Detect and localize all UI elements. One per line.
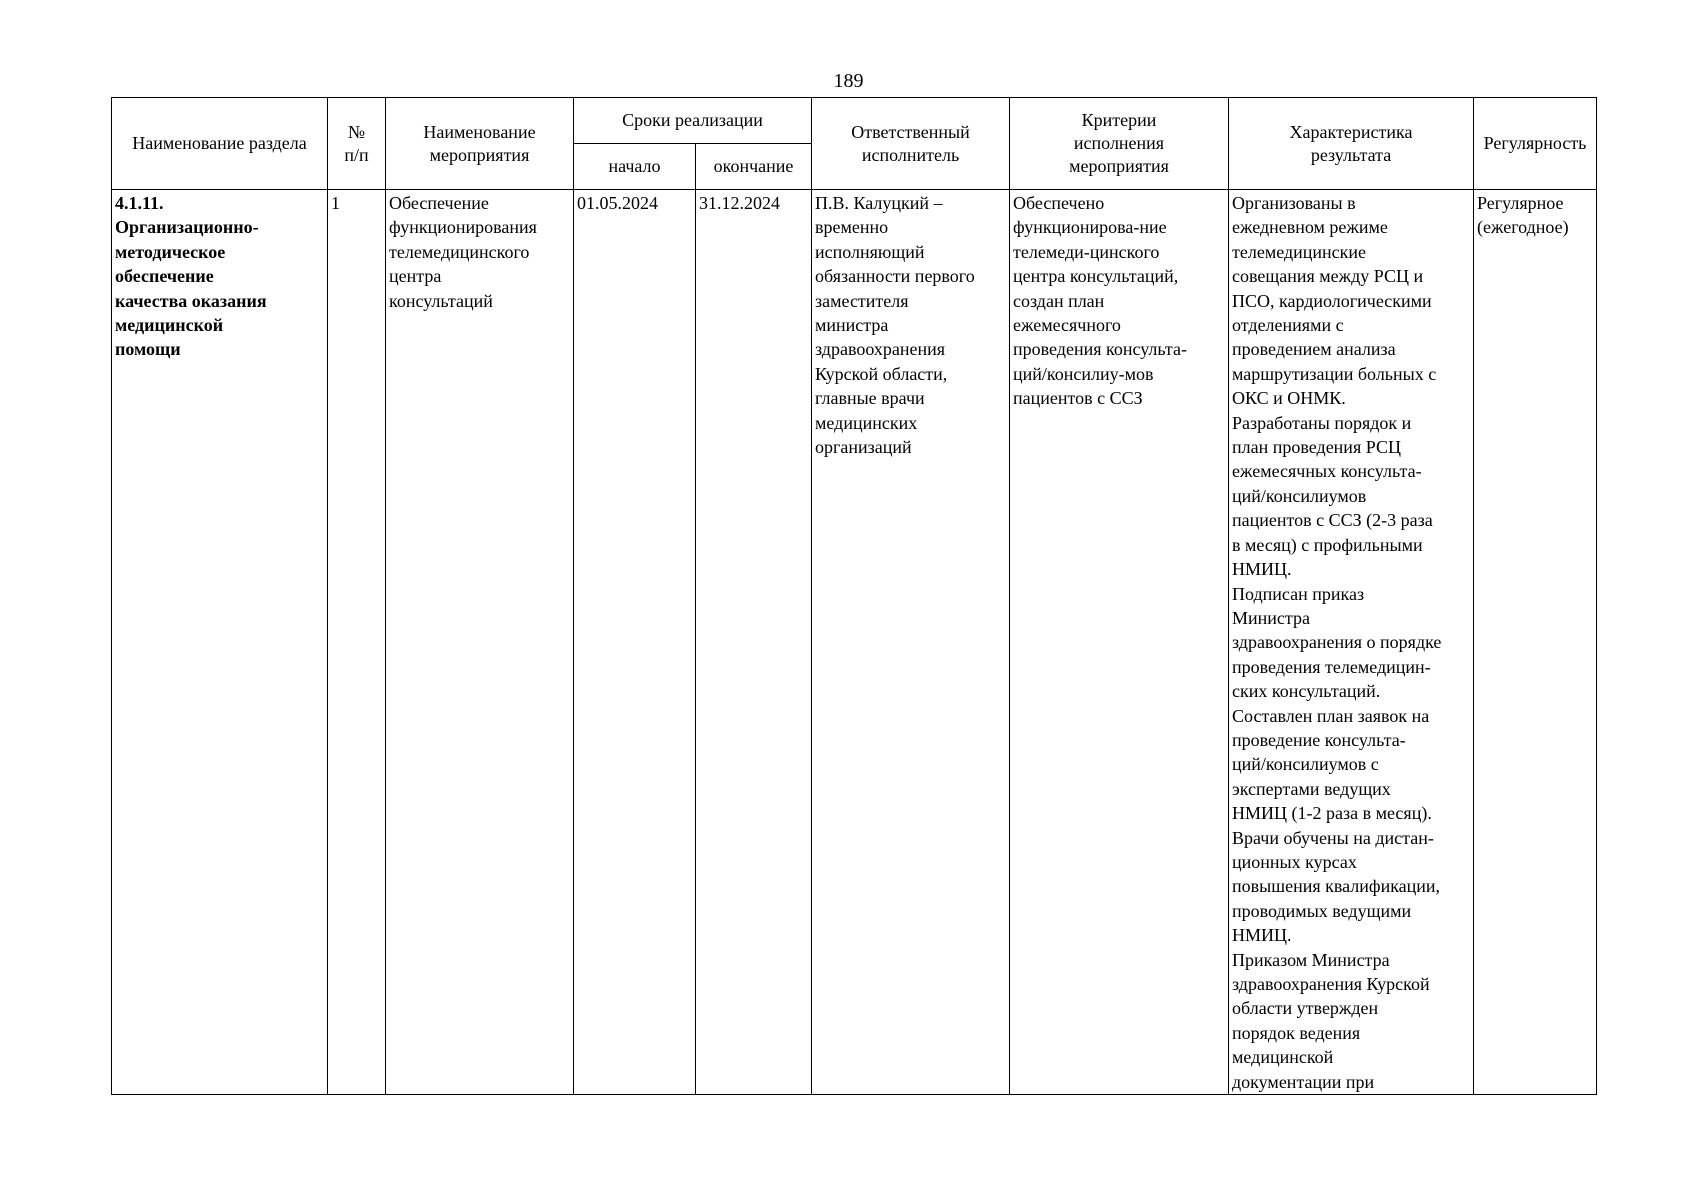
text-line: мероприятия [1069,156,1169,176]
text-line: ОКС и ОНМК. [1232,388,1346,409]
header-event [386,98,574,190]
text-line: временно [815,217,889,238]
header-responsible [812,98,1010,190]
text-line: экспертами ведущих [1232,778,1391,799]
text-line: (ежегодное) [1477,217,1569,238]
text-line: результата [1310,144,1392,165]
text-line: ционных курсах [1232,851,1357,872]
text-line: Курской области, [815,363,948,384]
text-line: исполнения [1073,133,1165,153]
text-line: проведения телемедицин- [1232,656,1431,677]
text-line: создан план [1013,290,1105,311]
text-line: медицинской [115,315,224,336]
text-line: проведение консульта- [1232,729,1406,750]
text-line: телемедицинские [1232,241,1367,262]
text-line: порядок ведения [1232,1022,1361,1043]
text-line: 31.12.2024 [699,193,780,213]
page-number: 189 [833,70,864,92]
text-line: ежедневном режиме [1232,217,1388,238]
text-line: Ответственный [851,121,970,142]
text-line: исполняющий [815,241,925,262]
text-line: центра [389,266,442,287]
text-line: медицинских [815,412,918,433]
header-result [1229,98,1474,190]
cell-event [386,190,574,1095]
text-line: маршрутизации больных с [1232,363,1437,384]
text-line: Министра [1232,607,1310,628]
text-line: Критерии [1081,110,1157,130]
text-line: НМИЦ. [1232,559,1292,580]
text-line: обязанности первого [815,266,975,287]
text-line: начало [608,156,661,176]
text-line: центра консультаций, [1013,266,1179,287]
text-line: министра [815,315,889,336]
text-line: Составлен план заявок на [1232,705,1430,726]
text-line: Регулярное [1477,193,1564,213]
text-line: обеспечение [115,266,214,287]
header-end [696,144,812,190]
text-line: № [347,121,366,142]
text-line: здравоохранения о порядке [1232,632,1442,653]
text-line: Организованы в [1232,193,1356,213]
text-line: ПСО, кардиологическими [1232,290,1432,311]
text-line: Врачи обучены на дистан- [1232,827,1434,848]
cell-responsible [812,190,1010,1095]
text-line: медицинской [1232,1047,1334,1068]
cell-end-date [696,190,812,1095]
text-line: здравоохранения [815,339,946,360]
text-line: исполнитель [861,144,960,165]
text-line: мероприятия [429,144,530,165]
text-line: Приказом Министра [1232,949,1390,970]
text-line: в месяц) с профильными [1232,534,1423,555]
text-line: методическое [115,241,226,262]
text-line: ежемесячного [1013,315,1121,336]
text-line: организаций [815,437,912,458]
text-line: проведения консульта- [1013,339,1187,360]
text-line: Разработаны порядок и [1232,412,1412,433]
header-regularity [1474,98,1597,190]
text-line: 01.05.2024 [577,193,658,213]
text-line: Наименование раздела [132,133,307,153]
text-line: Обеспечено [1013,193,1105,213]
text-line: Наименование [423,121,536,142]
header-number [328,98,386,190]
text-line: пациентов с ССЗ (2-3 раза [1232,510,1433,531]
text-line: здравоохранения Курской [1232,974,1430,994]
text-line: функционирова-ние [1013,217,1167,238]
text-line: повышения квалификации, [1232,876,1441,897]
text-line: Подписан приказ [1232,583,1365,604]
text-line: Регулярность [1483,133,1587,153]
header-timeframe [574,98,812,144]
header-section [112,98,328,190]
text-line: помощи [115,339,181,360]
text-line: Сроки реализации [622,110,763,130]
text-line: Организационно- [115,217,259,238]
text-line: функционирования [389,217,537,238]
text-line: консультаций [389,290,493,311]
text-line: качества оказания [115,290,267,311]
header-criteria [1010,98,1229,190]
header-start [574,144,696,190]
text-line: документации при [1232,1071,1375,1092]
text-line: ций/консилиумов с [1232,754,1379,775]
text-line: Обеспечение [389,193,489,213]
text-line: ежемесячных консульта- [1232,461,1422,482]
text-line: П.В. Калуцкий – [815,193,943,213]
text-line: Характеристика [1289,121,1413,142]
cell-criteria [1010,190,1229,1095]
table-header-row [112,98,1597,144]
cell-regularity [1474,190,1597,1095]
text-line: план проведения РСЦ [1232,437,1401,458]
text-line: 4.1.11. [115,193,164,213]
cell-result [1229,190,1474,1095]
text-line: заместителя [815,290,909,311]
cell-number [328,190,386,1095]
text-line: п/п [344,144,369,165]
text-line: телемеди-цинского [1013,241,1160,262]
text-line: окончание [713,156,794,176]
text-line: проводимых ведущими [1232,900,1412,921]
text-line: пациентов с ССЗ [1013,388,1143,409]
events-table [111,97,1597,1095]
text-line: проведением анализа [1232,339,1396,360]
text-line: отделениями с [1232,315,1344,336]
table-row [112,190,1597,1095]
text-line: главные врачи [815,388,925,409]
text-line: НМИЦ. [1232,925,1292,946]
text-line: 1 [331,193,340,213]
text-line: ций/консилиумов [1232,485,1367,506]
cell-start-date [574,190,696,1095]
text-line: телемедицинского [389,241,530,262]
text-line: совещания между РСЦ и [1232,266,1424,287]
text-line: НМИЦ (1-2 раза в месяц). [1232,803,1432,824]
cell-section [112,190,328,1095]
text-line: ций/консилиу-мов [1013,363,1154,384]
text-line: области утвержден [1232,998,1379,1019]
text-line: ских консультаций. [1232,681,1381,702]
